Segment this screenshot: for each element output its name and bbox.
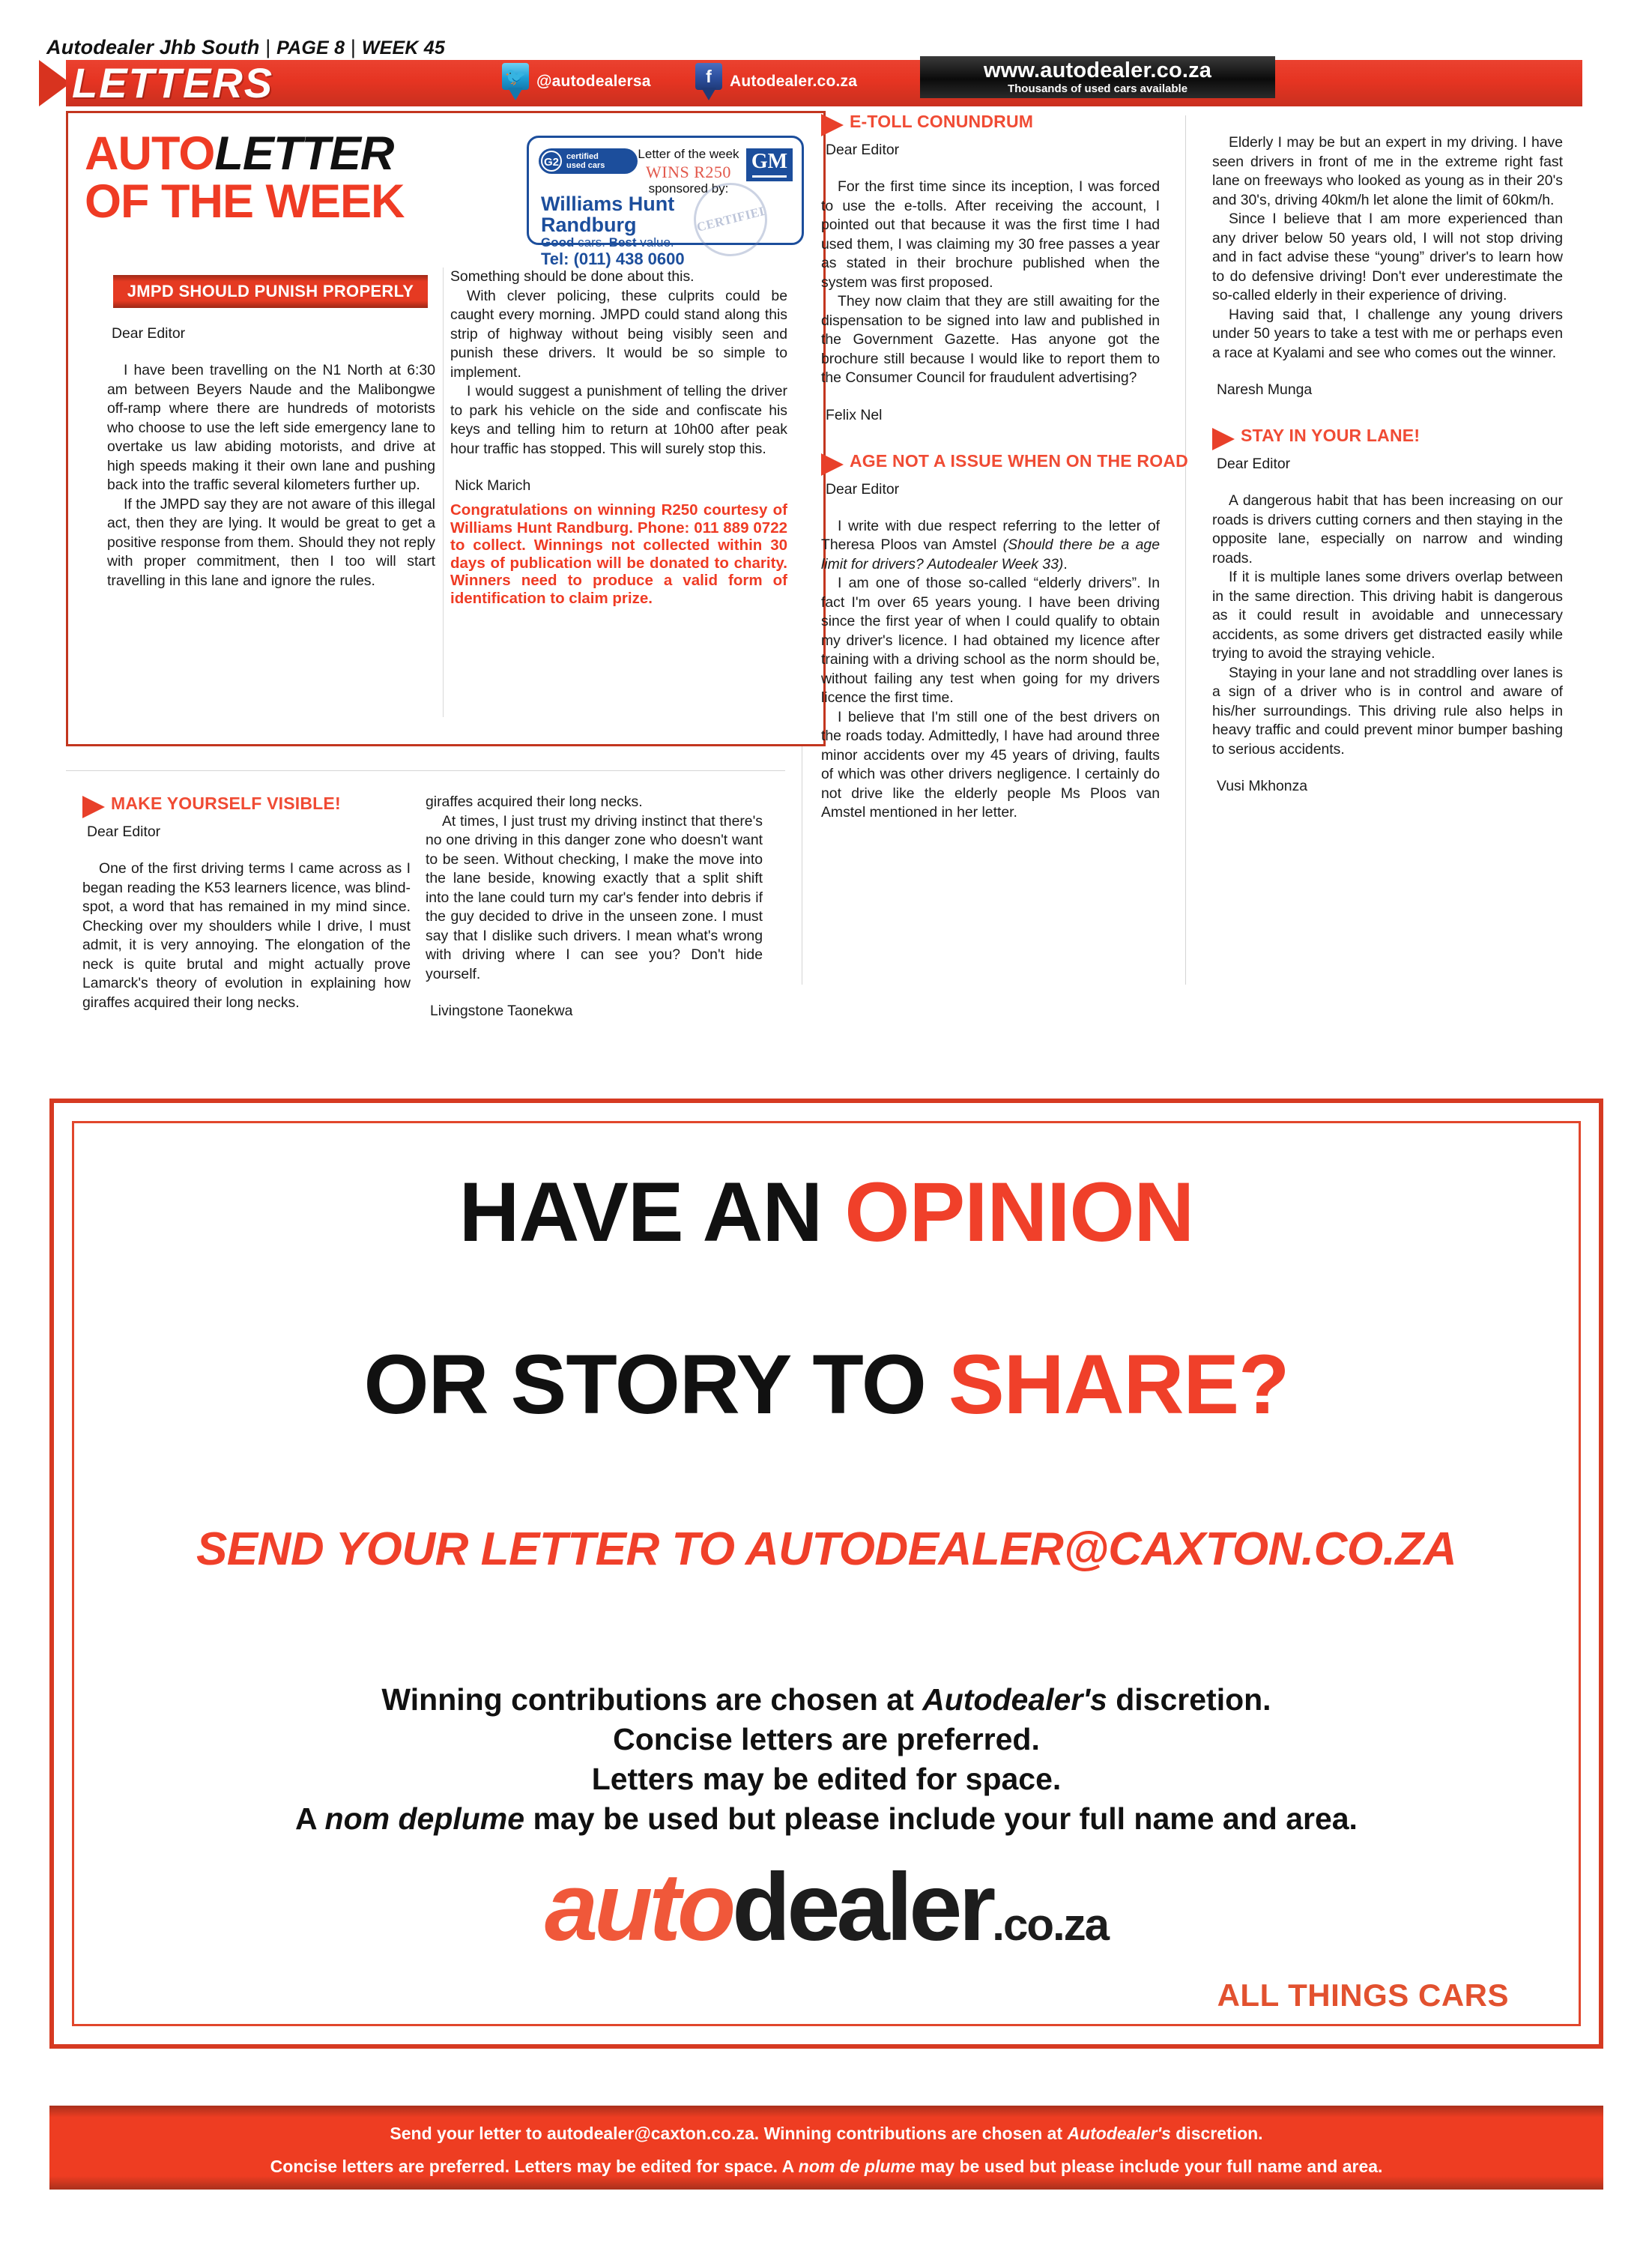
paragraph: If it is multiple lanes some drivers overlap between in the same direction. This driving habit is dangerous as it could result in avoidable and unnecessary accidents, as some drivers get distracted easily while trying to avoid the straying vehicle. <box>1212 569 1563 662</box>
facebook-link[interactable] <box>695 63 857 100</box>
letter-of-week-column-divider <box>443 268 444 717</box>
terms-line4-a: A <box>295 1801 325 1836</box>
tagline-value: value. <box>636 235 674 250</box>
letter-body-continued <box>1212 133 1563 363</box>
footer-line1-b: Autodealer's <box>1067 2124 1171 2143</box>
letter-body <box>107 361 435 590</box>
letter-signature: Felix Nel <box>826 406 883 423</box>
call-for-letters-advert <box>49 1099 1603 2049</box>
terms-line1-a: Winning contributions are chosen at <box>381 1682 923 1717</box>
title-letter: LETTER <box>214 127 394 180</box>
terms-line4-b: nom deplume <box>324 1801 525 1836</box>
footer-line1 <box>49 2106 1603 2145</box>
paragraph: I believe that I'm still one of the best drivers on the roads today. Admittedly, I have had around three minor accidents over my 45 years of driving, faults of which was other drivers negligence. I certainly do not drive like the elderly people Ms Ploos van Amstel mentioned in her letter. <box>821 708 1160 821</box>
sponsor-badge <box>527 136 804 268</box>
sponsor-telephone: Tel: (011) 438 0600 <box>541 250 685 268</box>
section-title: LETTERS <box>72 59 274 106</box>
triangle-bullet-icon <box>1212 428 1235 450</box>
letter-heading <box>1212 425 1563 455</box>
letter-heading-label: E-TOLL CONUNDRUM <box>850 112 1034 131</box>
congratulations-note: Congratulations on winning R250 courtesy of Williams Hunt Randburg. Phone: 011 889 0722 to collect. Winnings not collected within 30 days of publication will be donated to charity. Winners need to produce a valid form of identification to claim prize. <box>450 501 787 607</box>
masthead-sep-2: | <box>345 36 362 58</box>
letter-of-the-week-title <box>85 127 534 228</box>
advert-headline1-black: HAVE AN <box>459 1165 845 1259</box>
terms-line4-c: may be used but please include your full name and area. <box>524 1801 1358 1836</box>
letter-heading-label: STAY IN YOUR LANE! <box>1241 426 1420 445</box>
masthead-sep-1: | <box>259 36 277 58</box>
letter-make-yourself-visible <box>82 793 411 1012</box>
triangle-bullet-icon <box>821 453 844 476</box>
paragraph: They now claim that they are still awaiting for the dispensation to be signed into law and published in the Government Gazette. Has anyone got the brochure still because I would like to report them to the Consumer Council for fraudulent advertising? <box>821 293 1160 386</box>
letter-signature: Nick Marich <box>455 477 531 494</box>
footer-line1-a: Send your letter to autodealer@caxton.co.za. Winning contributions are chosen at <box>390 2124 1068 2143</box>
salutation: Dear Editor <box>826 480 900 498</box>
masthead-line <box>46 36 445 59</box>
twitter-link[interactable] <box>502 63 651 100</box>
letter-body <box>1212 492 1563 759</box>
autodealer-logo <box>54 1854 1599 2013</box>
logo-domain: .co.za <box>992 1900 1109 1950</box>
letter-heading <box>82 793 411 823</box>
sponsor-tagline <box>541 235 674 250</box>
paragraph: If the JMPD say they are not aware of this illegal act, then they are lying. It would be great to get a positive response from them. Should they not reply with proper commitment, then I too will start travelling in this lane and ignore the rules. <box>107 495 435 589</box>
letter-of-week-headline: JMPD SHOULD PUNISH PROPERLY <box>113 275 428 308</box>
letter-of-the-week-box <box>66 111 826 746</box>
paragraph: Having said that, I challenge any young drivers under 50 years to take a test with me or perhaps even a race at Kyalami and see who comes out the winner. <box>1212 306 1563 361</box>
gm-text: GM <box>751 150 788 173</box>
paragraph: I write with due respect referring to the letter of Theresa Ploos van Amstel (Should there be a age limit for drivers? Autodealer Week 33). <box>821 517 1160 572</box>
logo-slogan: ALL THINGS CARS <box>1217 1977 1509 2013</box>
prize-amount: WINS R250 <box>646 163 731 181</box>
paragraph: A dangerous habit that has been increasing on our roads is drivers cutting corners and then staying in the opposite lane, especially on narrow and winding roads. <box>1212 492 1563 566</box>
footer-line2-b: nom de plume <box>798 2157 916 2176</box>
letter-signature: Vusi Mkhonza <box>1217 778 1308 794</box>
paragraph: I am one of those so-called “elderly drivers”. In fact I'm over 65 years young. I have been driving since the first year of when I could qualify to obtain my driver's licence. I had obtained my licence after training with a driving school as the norm should be, without failing any test when going for my drivers licence the first time. <box>821 575 1160 706</box>
advert-headline1-red: OPINION <box>844 1165 1194 1259</box>
facebook-handle: Autodealer.co.za <box>730 73 858 90</box>
letter-heading <box>821 450 1188 480</box>
paragraph: I would suggest a punishment of telling the driver to park his vehicle on the side and confiscate his keys and telling him to return at 10h00 after peak hour traffic has stopped. This will surely stop this. <box>450 383 787 457</box>
paragraph: Since I believe that I am more experienced than any driver below 50 years old, I will not stop driving and in fact advise these “young” driver's to learn how to do defensive driving! Don't ever underestimate the so-called elderly in their experience of driving. <box>1212 211 1563 303</box>
column-three <box>821 111 1188 823</box>
g2-circle: G2 <box>541 151 562 172</box>
gm-logo <box>746 148 793 181</box>
footer-line2-c: may be used but please include your full name and area. <box>915 2157 1383 2176</box>
column-four <box>1212 111 1563 796</box>
paragraph: Staying in your lane and not straddling over lanes is a sign of a driver who is in control and aware of his/her surroundings. This driving rule also helps in heavy traffic and could prevent minor bumper bashing to serious accidents. <box>1212 664 1563 758</box>
letter-signature: Naresh Munga <box>1217 381 1313 398</box>
publication-name: Autodealer Jhb South <box>46 36 260 58</box>
website-url-box[interactable] <box>920 56 1275 98</box>
paragraph-continued: giraffes acquired their long necks. <box>426 794 643 810</box>
certified-stamp-icon: CERTIFIED <box>686 175 775 265</box>
twitter-handle: @autodealersa <box>536 73 651 90</box>
row-divider <box>66 770 785 771</box>
terms-line1-c: discretion. <box>1107 1682 1271 1717</box>
g2-line1: certified <box>566 152 599 161</box>
facebook-icon: f <box>695 63 722 100</box>
letter-of-week-column-1 <box>107 324 435 590</box>
paragraph: One of the first driving terms I came across as I began reading the K53 learners licence, was blind-spot, a word that has remained in my mind since. Checking over my shoulders while I drive, I must admit, it is very annoying. The elongation of the neck is quite brutal and might actually prove Lamarck's theory of evolution in explaining how giraffes acquired their long necks. <box>82 860 411 1011</box>
sponsored-by-label: sponsored by: <box>648 181 729 196</box>
g2-text <box>566 152 605 170</box>
title-of-the-week: OF THE WEEK <box>85 175 405 228</box>
g2-line2: used cars <box>566 161 605 170</box>
letter-body <box>450 268 787 459</box>
paragraph: With clever policing, these culprits could be caught every morning. JMPD could stand along this strip of highway without being visibly seen and punish these drivers. It would be so simple to implement. <box>450 287 787 381</box>
letter-heading-label: AGE NOT A ISSUE WHEN ON THE ROAD <box>850 450 1188 471</box>
letter-make-yourself-visible-cont <box>426 793 763 1021</box>
tagline-cars: cars. <box>574 235 609 250</box>
dealer-name-line2: Randburg <box>541 214 637 236</box>
logo-wordmark <box>54 1854 1599 1973</box>
letter-signature: Livingstone Taonekwa <box>430 1003 573 1019</box>
terms-line1-b: Autodealer's <box>922 1682 1107 1717</box>
twitter-icon: 🐦 <box>502 63 529 100</box>
tagline-best: Best <box>608 235 637 250</box>
advert-headline2-red: SHARE? <box>948 1338 1289 1431</box>
letter-body <box>821 517 1160 823</box>
page-number: PAGE 8 <box>276 37 345 58</box>
advert-headline-line2 <box>54 1338 1599 1431</box>
advert-terms <box>54 1680 1599 1839</box>
footer-line1-c: discretion. <box>1170 2124 1263 2143</box>
letter-heading <box>821 111 1160 141</box>
salutation: Dear Editor <box>112 325 186 342</box>
letter-heading-label: MAKE YOURSELF VISIBLE! <box>111 794 341 813</box>
terms-line2: Concise letters are preferred. <box>613 1722 1040 1756</box>
advert-headline-line1 <box>54 1165 1599 1259</box>
terms-line3: Letters may be edited for space. <box>591 1762 1062 1796</box>
logo-auto: auto <box>544 1854 733 1961</box>
footer-bar <box>49 2106 1603 2190</box>
paragraph: I have been travelling on the N1 North at 6:30 am between Beyers Naude and the Malibongwe off-ramp where there are hundreds of motorists who choose to use the left side emergency lane to overtake us law abiding motorists, and drive at high speeds making it their own lane and pushing back into the traffic several kilometers further up. <box>107 362 435 493</box>
letter-body <box>821 178 1160 388</box>
title-auto: AUTO <box>85 127 215 180</box>
website-tagline: Thousands of used cars available <box>1007 82 1188 95</box>
letter-of-week-column-2 <box>450 268 787 607</box>
salutation: Dear Editor <box>1217 456 1291 472</box>
sponsor-dealer-name <box>541 193 674 235</box>
paragraph: Elderly I may be but an expert in my driving. I have seen drivers in front of me in the extreme right fast lane on freeways who looked as young as in their 20's and 30's, driving 40km/h let alone the limit of 60km/h. <box>1212 134 1563 208</box>
footer-line2 <box>49 2145 1603 2178</box>
letter-of-week-label: Letter of the week <box>638 147 739 161</box>
website-url: www.autodealer.co.za <box>983 58 1212 82</box>
week-number: WEEK 45 <box>361 37 445 58</box>
salutation: Dear Editor <box>87 824 161 840</box>
triangle-bullet-icon <box>821 114 844 136</box>
letter-body <box>82 859 411 1012</box>
column-divider-3 <box>1185 115 1186 985</box>
salutation: Dear Editor <box>826 142 900 158</box>
triangle-bullet-icon <box>82 796 105 818</box>
paragraph: At times, I just trust my driving instinct that there's no one driving in this danger zone who doesn't want to be seen. Without checking, I make the move into the lane beside, knowing exactly that a split shift into the lane could turn my car's fender into debris if the guy decided to drive in the unseen zone. I must say that I dislike such drivers. I mean what's wrong with driving where I can see you? Don't hide yourself. <box>426 812 763 982</box>
dealer-name-line1: Williams Hunt <box>541 193 675 215</box>
advert-headline2-black: OR STORY TO <box>363 1338 948 1431</box>
advert-email-cta[interactable]: SEND YOUR LETTER TO AUTODEALER@CAXTON.CO.ZA <box>196 1523 1457 1575</box>
tagline-good: Good <box>541 235 575 250</box>
footer-line2-a: Concise letters are preferred. Letters may be edited for space. A <box>270 2157 799 2176</box>
logo-dealer: dealer <box>732 1854 993 1961</box>
letter-body <box>426 793 763 984</box>
paragraph: For the first time since its inception, I was forced to use the e-tolls. After receiving the account, I pointed out that because it was the first time I had used them, I was claiming my 30 free passes a year as stated in their brochure published when the system was first proposed. <box>821 178 1160 291</box>
paragraph: Something should be done about this. <box>450 268 695 285</box>
